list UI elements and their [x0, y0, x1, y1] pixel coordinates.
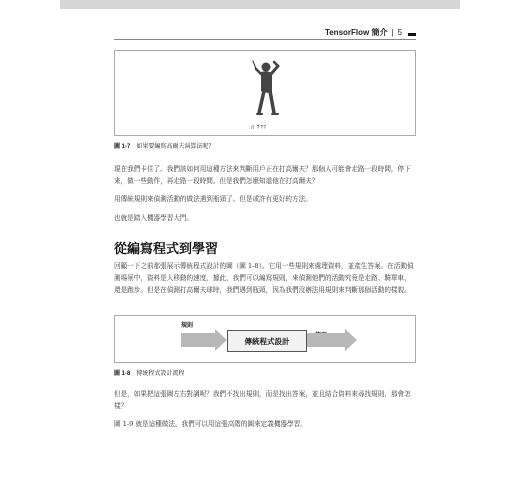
traditional-programming-label: 傳統程式設計	[244, 336, 290, 346]
figure-1-7-caption	[114, 141, 214, 150]
header-title: TensorFlow 簡介	[324, 28, 388, 37]
figure-1-7-frame	[114, 50, 416, 136]
figure-1-8-caption	[114, 368, 184, 377]
label-rules: 規則	[181, 322, 194, 329]
output-arrow-icon	[307, 329, 357, 351]
caption-number: 圖 1-7	[114, 144, 131, 150]
golfer-illustration	[247, 59, 287, 117]
body-paragraph: 用傳統規則來偵測活動的做法遇到瓶頸了。但是或許有更好的方法。	[114, 195, 312, 203]
body-paragraph: 也就是踏入機器學習大門。	[114, 214, 194, 222]
caption-text: 如果要編寫高爾夫演算法呢？	[136, 144, 215, 150]
body-paragraph: 但是，如果把這張圖左右對調呢？我們不找出規則，而是找出答案，並且結合資料來尋找規則，那會怎樣？	[114, 390, 411, 410]
traditional-programming-box	[227, 330, 307, 352]
body-paragraph: 回顧一下之前那張展示傳統程式設計的圖（圖 1-8）。它用一些規則來處理資料，並產生答案。在活動偵測場景中，資料是人移動的速度，據此，我們可以編寫規則，來偵測他們的活動究竟是走路、騎單車，還是跑步。但是在偵測打高爾夫球時，我們遇到瓶頸，因為我們沒辦法用規則來判斷那個活動的樣貌。	[114, 262, 414, 294]
running-header	[325, 27, 416, 38]
body-paragraph: 圖 1-9 就是這種做法。我們可以用這張高階的圖來定義機器學習。	[114, 420, 307, 428]
figure-1-8-frame	[114, 315, 416, 363]
page-number: 5	[397, 28, 402, 37]
caption-text: 傳統程式設計流程	[136, 371, 185, 377]
caption-number: 圖 1-8	[114, 371, 131, 377]
section-title: 從編寫程式到學習	[114, 242, 219, 257]
input-arrow-icon	[181, 329, 227, 351]
header-separator: |	[391, 28, 394, 37]
top-bar	[60, 0, 460, 9]
body-paragraph: 現在我們卡住了。我們該如何用這種方法來判斷用戶正在打高爾夫？那個人可能會走路一段時間，停下來，做一些動作，再走路一段時間。但是我們怎麼知道他在打高爾夫？	[114, 165, 411, 185]
header-rule	[114, 39, 416, 40]
figure-annotation: // ???	[251, 125, 267, 131]
header-mark	[408, 33, 416, 36]
